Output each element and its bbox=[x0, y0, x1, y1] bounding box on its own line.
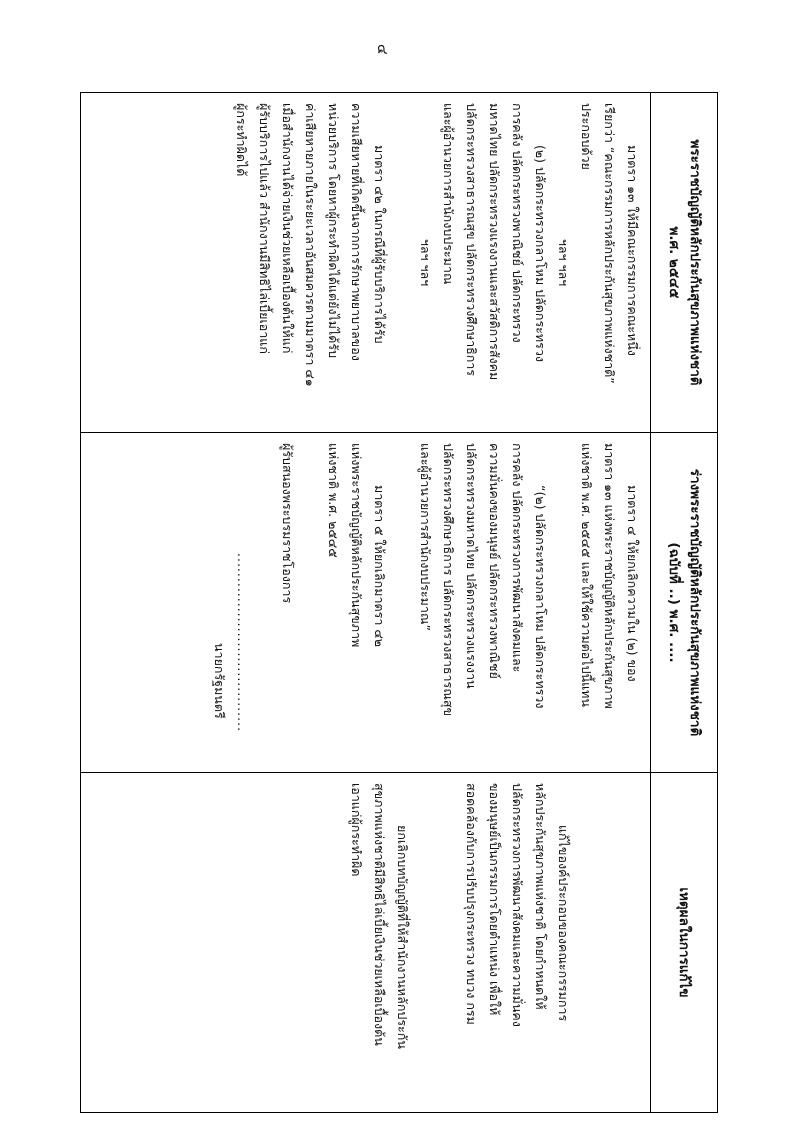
signature-dots: .................................... bbox=[235, 553, 250, 733]
ellipsis-2: ฯลฯ ฯลฯ bbox=[418, 238, 433, 287]
countersign-label: ผู้รับสนองพระบรมราชโองการ bbox=[280, 443, 295, 604]
draft-section-4-text: มาตรา ๔ ให้ยกเลิกความใน (๒) ของ มาตรา ๑๓ แห่งพระราชบัญญัติหลักประกันสุขภาพ แห่งชาติ พ.ศ. ๒๕๔๕ และให้ใช้ความต่อไปนี้แทน bbox=[579, 443, 640, 709]
header-draft-law: ร่างพระราชบัญญัติหลักประกันสุขภาพแห่งชาติ (ฉบับที่ ..) พ.ศ. .... bbox=[651, 433, 718, 773]
section-13-text: มาตรา ๑๓ ให้มีคณะกรรมการคณะหนึ่ง เรียกว่า “คณะกรรมการหลักประกันสุขภาพแห่งชาติ” ประกอบด้วย bbox=[579, 103, 640, 384]
ellipsis-1: ฯลฯ ฯลฯ bbox=[556, 238, 571, 287]
body-row bbox=[81, 93, 651, 1113]
draft-section-5-text: มาตรา ๕ ให้ยกเลิกมาตรา ๔๒ แห่งพระราชบัญญัติหลักประกันสุขภาพ แห่งชาติ พ.ศ. ๒๕๔๕ bbox=[326, 443, 387, 648]
draft-section-4-amendment: “(๒) ปลัดกระทรวงกลาโหม ปลัดกระทรวง การคลัง ปลัดกระทรวงการพัฒนาสังคมและ ความมั่นคงของมนุษย์ ปลัดกระทรวงพาณิชย์ ปลัดกระทรวงมหาดไทย ปลัดกระทรวงแรงงาน ปลัดกระทรวงศึกษาธิการ ปลัดกระทรวงสาธารณสุข และผู้อำนวยการสำนักงบประมาณ” bbox=[418, 443, 548, 717]
reason-1-text: แก้ไของค์ประกอบของคณะกรรมการ หลักประกันสุขภาพแห่งชาติ โดยกำหนดให้ ปลัดกระทรวงการพัฒนาสังคมและความมั่นคง ของมนุษย์เป็นกรรมการโดยตำแหน่ง เพื่อให้ สอดคล้องกับการปรับปรุงกระทรวง ทบวง กรม bbox=[464, 783, 571, 1027]
comparison-table bbox=[80, 92, 718, 1113]
rotated-comparison-table bbox=[80, 92, 718, 1112]
cell-reasons bbox=[81, 773, 651, 1113]
header-row bbox=[651, 93, 718, 1113]
header-reasons: เหตุผลในการแก้ไข bbox=[651, 773, 718, 1113]
header-current-law: พระราชบัญญัติหลักประกันสุขภาพแห่งชาติ พ.ศ. ๒๕๔๕ bbox=[651, 93, 718, 433]
cell-draft-law bbox=[81, 433, 651, 773]
section-42-text: มาตรา ๔๒ ในกรณีที่ผู้รับบริการได้รับ ความเสียหายที่เกิดขึ้นจากการรักษาพยาบาลของ หน่วยบริการ โดยหาผู้กระทำผิดได้แต่ยังไม่ได้รับ ค่าเสียหายภายในระยะเวลาอันสมควรตามมาตรา ๔๑ เมื่อสำนักงานได้จ่ายเงินช่วยเหลือเบื้องต้นให้แก่ ผู้รับบริการไปแล้ว สำนักงานมีสิทธิไล่เบี้ยเอาแก่ ผู้กระทำผิดได้ bbox=[234, 103, 387, 387]
reason-2-text: ยกเลิกบทบัญญัติที่ให้สำนักงานหลักประกัน สุขภาพแห่งชาติมีสิทธิไล่เบี้ยเงินช่วยเหลือเบื้องต้น เอาแก่ผู้กระทำผิด bbox=[349, 783, 410, 1049]
signatory-title: นายกรัฐมนตรี bbox=[212, 643, 227, 719]
page-number bbox=[374, 44, 407, 66]
page-number-text: ๔ bbox=[374, 44, 390, 55]
cell-current-law bbox=[81, 93, 651, 433]
section-13-item-2-text: (๒) ปลัดกระทรวงกลาโหม ปลัดกระทรวง การคลัง ปลัดกระทรวงพาณิชย์ ปลัดกระทรวง มหาดไทย ปลัดกระทรวงแรงงานและสวัสดิการสังคม ปลัดกระทรวงสาธารณสุข ปลัดกระทรวงศึกษาธิการ และผู้อำนวยการสำนักงบประมาณ bbox=[441, 103, 548, 381]
